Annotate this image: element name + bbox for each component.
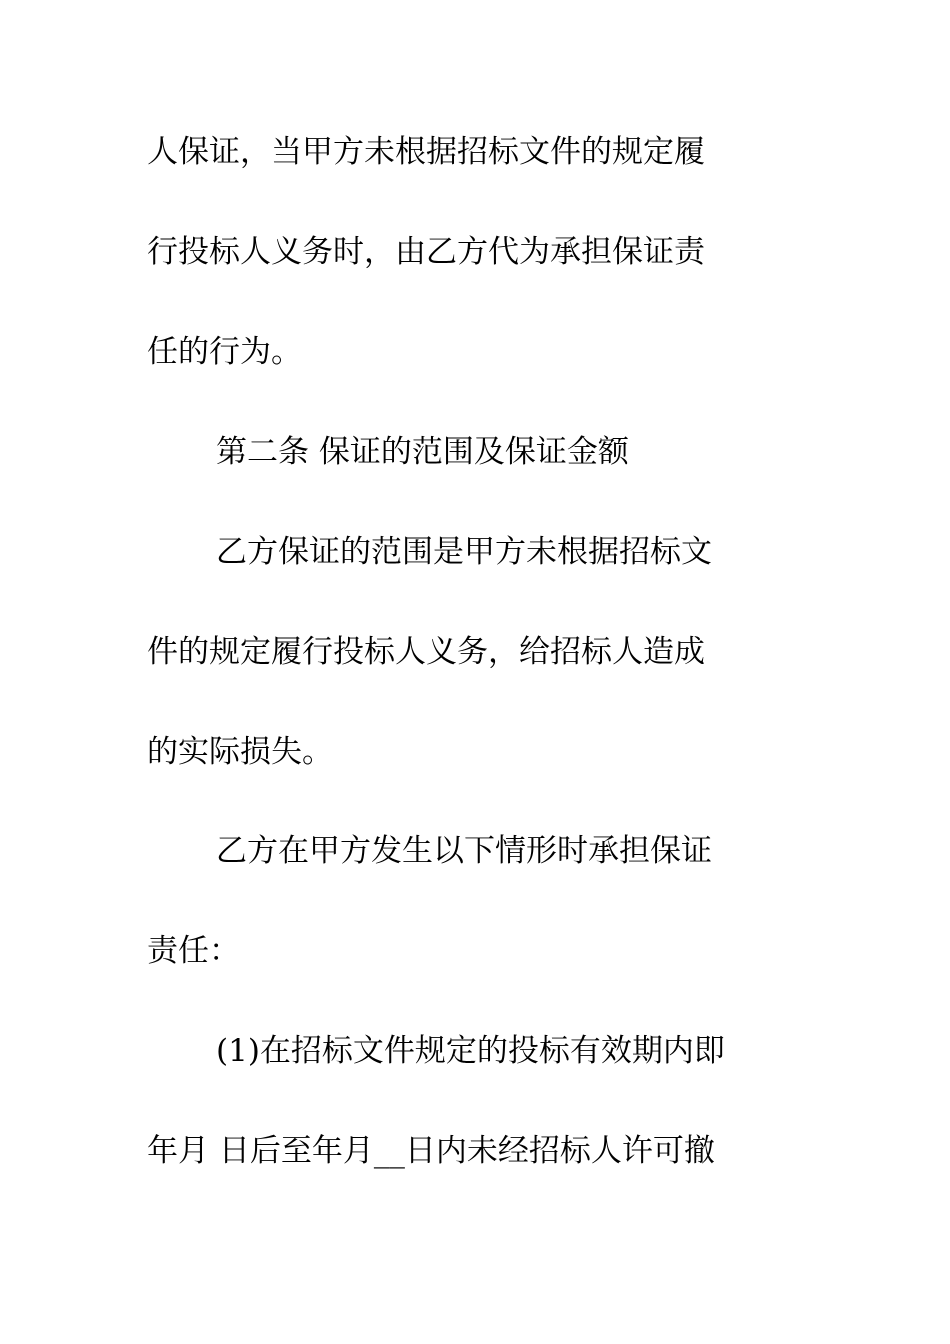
- text-line: 任的行为。: [147, 334, 302, 370]
- text-line: 件的规定履行投标人义务，给招标人造成: [147, 634, 705, 670]
- text-line: 乙方在甲方发生以下情形时承担保证: [216, 833, 712, 869]
- text-line: 的实际损失。: [147, 734, 333, 770]
- text-line: 责任：: [147, 933, 240, 969]
- text-line: 年月 日后至年月__日内未经招标人许可撤: [147, 1133, 715, 1169]
- list-item: (1)在招标文件规定的投标有效期内即: [216, 1033, 725, 1069]
- text-line: 乙方保证的范围是甲方未根据招标文: [216, 534, 712, 570]
- text-line: 人保证，当甲方未根据招标文件的规定履: [147, 134, 705, 170]
- text-line: 行投标人义务时，由乙方代为承担保证责: [147, 234, 705, 270]
- section-heading: 第二条 保证的范围及保证金额: [216, 434, 629, 470]
